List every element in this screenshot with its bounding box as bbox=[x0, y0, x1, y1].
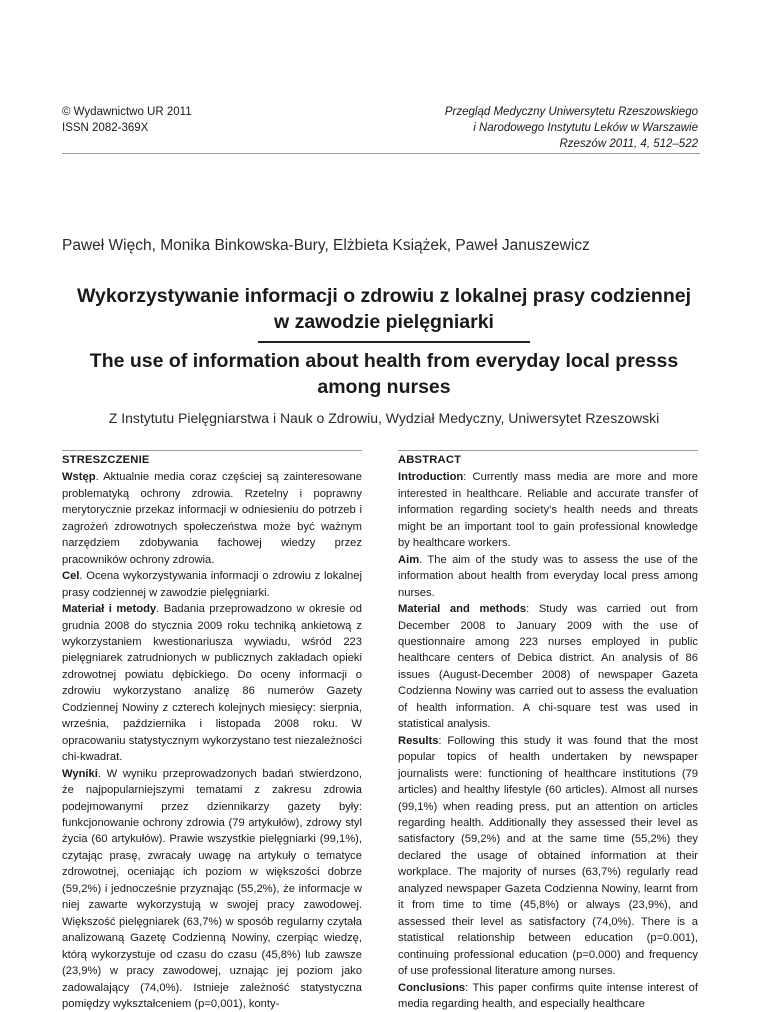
right-column-rule bbox=[398, 450, 698, 451]
cel-label: Cel bbox=[62, 570, 79, 582]
title-english-line1: The use of information about health from everyday local presss bbox=[40, 348, 728, 374]
authors-line: Paweł Więch, Monika Binkowska-Bury, Elżbieta Książek, Paweł Januszewicz bbox=[62, 237, 590, 255]
introduction-text: : Currently mass media are more and more interested in healthcare. Reliable and accurate transfer of information regarding society’s health needs and threats might be an important tool to gain professional knowledge by healthcare workers. bbox=[398, 471, 698, 549]
introduction-label: Introduction bbox=[398, 471, 463, 483]
material-paragraph bbox=[62, 601, 362, 766]
cel-text: . Ocena wykorzystywania informacji o zdrowiu z lokalnej prasy codziennej w zawodzie pielęgniarki. bbox=[62, 570, 362, 598]
introduction-paragraph bbox=[398, 469, 698, 551]
publisher-line: © Wydawnictwo UR 2011 bbox=[62, 104, 192, 120]
publisher-info bbox=[62, 104, 192, 136]
wstep-text: . Aktualnie media coraz częściej są zainteresowane problematyką ochrony zdrowia. Rzetelny i poprawny merytorycznie przekaz informacji w odniesieniu do potrzeb i zagrożeń zdrowotnych społeczeństwa może być ważnym narzędziem zdobywania fachowej wiedzy przez pracowników ochrony zdrowia. bbox=[62, 471, 362, 565]
methods-paragraph bbox=[398, 601, 698, 733]
conclusions-text: : This paper confirms quite intense interest of media regarding health, and especially healthcare bbox=[398, 982, 698, 1010]
results-text: : Following this study it was found that the most popular topics of health undertaken by newspaper journalists were: functioning of healthcare institutions (79 articles) and healthy lifestyle (60 articles). Almost all nurses (99,1%) when reading press, put an attention on articles regarding health. Additionally they assessed their level as satisfactory (59,2%) and at the same time (55,2%) they declared the usage of obtained information at their workplace. The majority of nurses (63,7%) regularly read analyzed newspaper Gazeta Codzienna Nowiny, learnt from it from time to time (45,8%) or always (23,9%), and assessed their level as satisfactory (74,0%). There is a statistical relationship between education (p=0.001), continuing professional education (p=0.000) and frequency of use professional literature among nurses. bbox=[398, 735, 698, 977]
material-label: Materiał i metody bbox=[62, 603, 156, 615]
wyniki-paragraph bbox=[62, 766, 362, 1012]
title-divider bbox=[258, 341, 530, 343]
cel-paragraph bbox=[62, 568, 362, 601]
journal-name-line2: i Narodowego Instytutu Leków w Warszawie bbox=[445, 120, 698, 136]
journal-name-line1: Przegląd Medyczny Uniwersytetu Rzeszowskiego bbox=[445, 104, 698, 120]
results-paragraph bbox=[398, 733, 698, 980]
abstract-column bbox=[398, 452, 698, 1012]
aim-text: . The aim of the study was to assess the use of the information about health from everyday local press among nurses. bbox=[398, 554, 698, 599]
aim-label: Aim bbox=[398, 554, 419, 566]
results-label: Results bbox=[398, 735, 438, 747]
title-english-line2: among nurses bbox=[40, 374, 728, 400]
journal-info bbox=[445, 104, 698, 152]
aim-paragraph bbox=[398, 552, 698, 601]
methods-text: : Study was carried out from December 2008 to January 2009 with the use of questionnaire among 223 nurses employed in public healthcare centers of Debica district. An analysis of 86 issues (August-December 2008) of newspaper Gazeta Codzienna Nowiny was carried out to assess the evaluation of health information. A chi-square test was used in statistical analysis. bbox=[398, 603, 698, 730]
wstep-paragraph bbox=[62, 469, 362, 568]
issn-line: ISSN 2082-369X bbox=[62, 120, 192, 136]
material-text: . Badania przeprowadzono w okresie od grudnia 2008 do stycznia 2009 roku techniką ankietową z wykorzystaniem kwestionariusza wywiadu, wśród 223 pielęgniarek zatrudnionych w publicznych zakładach opieki zdrowotnej powiatu dębickiego. Do oceny informacji o zdrowiu wykorzystano analizę 86 numerów Gazety Codziennej Nowiny z czterech kolejnych miesięcy: sierpnia, września, października i listopada 2008 roku. W opracowaniu statystycznym wykorzystano test niezależności chi-kwadrat. bbox=[62, 603, 362, 763]
wstep-label: Wstęp bbox=[62, 471, 96, 483]
wyniki-label: Wyniki bbox=[62, 768, 98, 780]
title-english bbox=[40, 348, 728, 400]
conclusions-label: Conclusions bbox=[398, 982, 465, 994]
wyniki-text: . W wyniku przeprowadzonych badań stwierdzono, że najpopularniejszymi tematami z zakresu zdrowia podejmowanymi przez dziennikarzy gazety były: funkcjonowanie ochrony zdrowia (79 artykułów), zdrowy styl życia (60 artykułów). Prawie wszystkie pielęgniarki (99,1%), czytając prasę, zwracały uwagę na artykuły o tematyce zdrowotnej, oceniając ich poziom w większości dobrze (59,2%) i jednocześnie przyznając (55,2%), że informacje w niej zawarte wykorzystują w swojej pracy zawodowej. Większość pielęgniarek (63,7%) w sposób regularny czytała analizowaną Gazetę Codzienną Nowiny, czerpiąc wiedzę, którą wykorzystuje od czasu do czasu (45,8%) lub zawsze (23,9%) w pracy zawodowej, uznając jej poziom jako zadowalający (74,0%). Istnieje zależność statystyczna pomiędzy wykształceniem (p=0,001), konty- bbox=[62, 768, 362, 1010]
left-column-rule bbox=[62, 450, 362, 451]
title-polish bbox=[40, 283, 728, 335]
header-divider bbox=[62, 153, 700, 154]
streszczenie-heading: STRESZCZENIE bbox=[62, 452, 362, 468]
conclusions-paragraph bbox=[398, 980, 698, 1012]
methods-label: Material and methods bbox=[398, 603, 526, 615]
affiliation: Z Instytutu Pielęgniarstwa i Nauk o Zdrowiu, Wydział Medyczny, Uniwersytet Rzeszowski bbox=[40, 410, 728, 426]
streszczenie-column bbox=[62, 452, 362, 1012]
journal-citation: Rzeszów 2011, 4, 512–522 bbox=[445, 136, 698, 152]
title-polish-line2: w zawodzie pielęgniarki bbox=[40, 309, 728, 335]
abstract-heading: ABSTRACT bbox=[398, 452, 698, 468]
title-polish-line1: Wykorzystywanie informacji o zdrowiu z lokalnej prasy codziennej bbox=[40, 283, 728, 309]
